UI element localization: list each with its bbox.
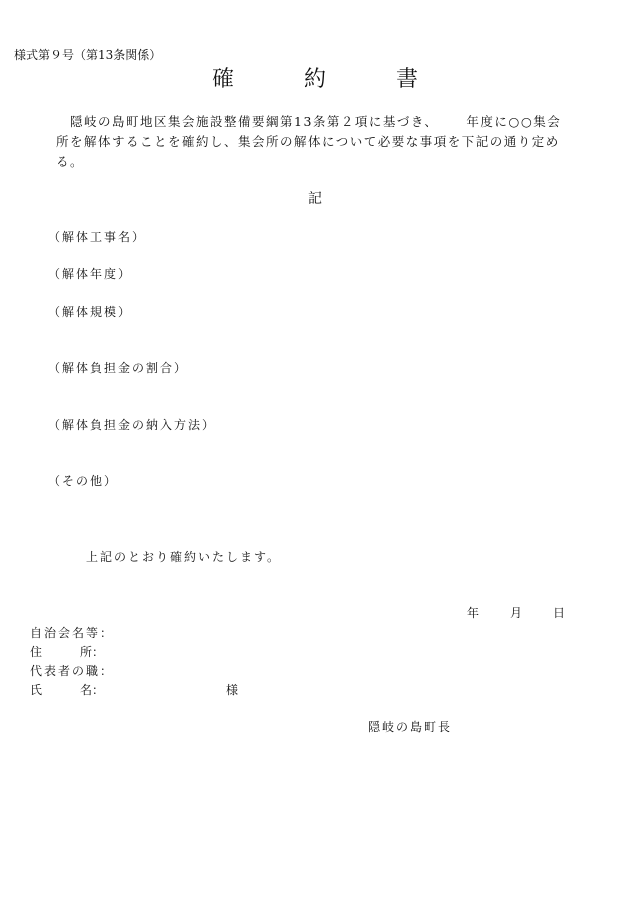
body-line-2: 所を解体することを確約し、集会所の解体について必要な事項を下記の通り定め <box>56 134 560 149</box>
field-name-label <box>30 681 104 698</box>
item-demolition-year: （解体年度） <box>48 267 133 281</box>
confirmation-text: 上記のとおり確約いたします。 <box>86 550 282 564</box>
item-other: （その他） <box>48 474 119 488</box>
field-address-label-a: 住 <box>30 645 43 659</box>
field-org-label: 自治会名等： <box>30 626 115 640</box>
title-char-3: 書 <box>396 67 419 92</box>
item-demolition-scale: （解体規模） <box>48 305 133 319</box>
item-payment-method: （解体負担金の納入方法） <box>48 418 217 432</box>
field-rep-title-label: 代表者の職： <box>30 664 115 678</box>
form-number: 様式第９号（第13条関係） <box>14 48 162 62</box>
body-line-1-after: 年度に○○集会 <box>466 114 562 129</box>
body-line-1 <box>56 112 566 132</box>
ki-heading: 記 <box>308 191 322 207</box>
mayor-addressee: 隠岐の島町長 <box>368 720 453 734</box>
body-line-1-before: 隠岐の島町地区集会施設整備要綱第13条第２項に基づき、 <box>70 114 439 129</box>
field-name-label-b: 名： <box>79 683 104 697</box>
date-month-label: 月 <box>510 606 523 620</box>
field-name-label-a: 氏 <box>30 683 43 697</box>
document-title <box>0 62 630 93</box>
field-address-label-b: 所： <box>79 645 104 659</box>
body-paragraph <box>56 112 566 172</box>
body-line-3: る。 <box>56 154 85 169</box>
date-day-label: 日 <box>553 606 566 620</box>
title-char-2: 約 <box>303 67 326 92</box>
field-address-label <box>30 643 104 660</box>
honorific-sama: 様 <box>226 683 239 697</box>
item-demolition-name: （解体工事名） <box>48 230 147 244</box>
date-year-label: 年 <box>467 606 480 620</box>
title-char-1: 確 <box>211 67 234 92</box>
item-burden-ratio: （解体負担金の割合） <box>48 361 189 375</box>
